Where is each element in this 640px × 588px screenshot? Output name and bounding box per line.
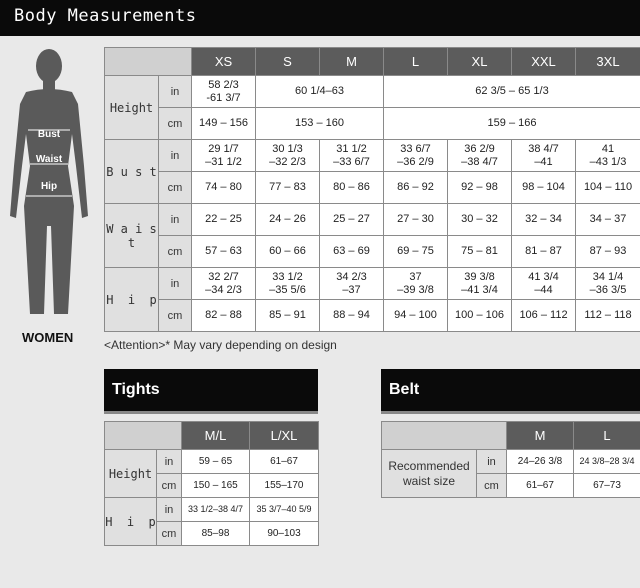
waist-cm-s: 60 – 66 <box>256 236 320 268</box>
waist-cm-row <box>105 236 640 268</box>
hip-cm-xs: 82 – 88 <box>192 300 256 332</box>
hip-cm-l: 94 – 100 <box>384 300 448 332</box>
hip-in-xxl: 41 3/4 –44 <box>512 268 576 300</box>
waist-cm-m: 63 – 69 <box>320 236 384 268</box>
hip-in-xs: 32 2/7 –34 2/3 <box>192 268 256 300</box>
size-header-m: M <box>320 48 384 76</box>
unit-in: in <box>159 204 192 236</box>
tights-height-in-row <box>105 450 319 474</box>
hip-row-label: H i p <box>105 268 159 332</box>
height-in-l-3xl: 62 3/5 – 65 1/3 <box>384 76 640 108</box>
unit-in: in <box>157 498 182 522</box>
hip-in-s: 33 1/2 –35 5/6 <box>256 268 320 300</box>
size-header-3xl: 3XL <box>576 48 640 76</box>
height-row-label: Height <box>105 76 159 140</box>
waist-cm-xl: 75 – 81 <box>448 236 512 268</box>
belt-in-l: 24 3/8–28 3/4 <box>574 450 640 474</box>
tights-hip-cm-lxl: 90–103 <box>250 522 319 546</box>
size-header-xs: XS <box>192 48 256 76</box>
tights-hip-in-lxl: 35 3/7–40 5/9 <box>250 498 319 522</box>
tights-hip-cm-ml: 85–98 <box>182 522 250 546</box>
women-label: WOMEN <box>22 330 74 345</box>
attention-note: <Attention>* May vary depending on design <box>104 338 337 352</box>
bust-cm-row <box>105 172 640 204</box>
hip-cm-3xl: 112 – 118 <box>576 300 640 332</box>
height-cm-s-m: 153 – 160 <box>256 108 384 140</box>
bust-cm-xl: 92 – 98 <box>448 172 512 204</box>
unit-cm: cm <box>159 300 192 332</box>
waist-cm-xs: 57 – 63 <box>192 236 256 268</box>
header-blank-cell <box>382 422 507 450</box>
belt-cm-l: 67–73 <box>574 474 640 498</box>
hip-cm-xl: 100 – 106 <box>448 300 512 332</box>
belt-size-l: L <box>574 422 640 450</box>
belt-in-m: 24–26 3/8 <box>507 450 574 474</box>
bust-cm-3xl: 104 – 110 <box>576 172 640 204</box>
unit-cm: cm <box>159 236 192 268</box>
hip-in-3xl: 34 1/4 –36 3/5 <box>576 268 640 300</box>
belt-cm-m: 61–67 <box>507 474 574 498</box>
bust-label: Bust <box>37 129 61 140</box>
page-title: Body Measurements <box>14 6 197 26</box>
unit-cm: cm <box>159 108 192 140</box>
header-blank-cell <box>105 422 182 450</box>
bust-cm-m: 80 – 86 <box>320 172 384 204</box>
bust-in-3xl: 41 –43 1/3 <box>576 140 640 172</box>
tights-size-ml: M/L <box>182 422 250 450</box>
bust-cm-xs: 74 – 80 <box>192 172 256 204</box>
size-header-row <box>105 48 640 76</box>
unit-in: in <box>159 76 192 108</box>
unit-in: in <box>159 268 192 300</box>
waist-in-l: 27 – 30 <box>384 204 448 236</box>
bust-in-row <box>105 140 640 172</box>
waist-in-xs: 22 – 25 <box>192 204 256 236</box>
tights-height-cm-lxl: 155–170 <box>250 474 319 498</box>
height-cm-xs: 149 – 156 <box>192 108 256 140</box>
hip-in-m: 34 2/3 –37 <box>320 268 384 300</box>
unit-in: in <box>157 450 182 474</box>
bust-in-m: 31 1/2 –33 6/7 <box>320 140 384 172</box>
tights-section-header <box>104 369 318 411</box>
height-cm-row <box>105 108 640 140</box>
unit-cm: cm <box>159 172 192 204</box>
tights-size-lxl: L/XL <box>250 422 319 450</box>
bust-in-s: 30 1/3 –32 2/3 <box>256 140 320 172</box>
belt-title: Belt <box>389 381 420 398</box>
tights-hip-label: H i p <box>105 498 157 546</box>
hip-cm-s: 85 – 91 <box>256 300 320 332</box>
belt-in-row <box>382 450 640 474</box>
waist-cm-3xl: 87 – 93 <box>576 236 640 268</box>
header-blank-cell <box>105 48 192 76</box>
waist-row-label: W a i s t <box>105 204 159 268</box>
waist-cm-l: 69 – 75 <box>384 236 448 268</box>
waist-in-3xl: 34 – 37 <box>576 204 640 236</box>
waist-in-m: 25 – 27 <box>320 204 384 236</box>
belt-size-table <box>381 421 640 498</box>
hip-cm-m: 88 – 94 <box>320 300 384 332</box>
belt-section-header <box>381 369 640 411</box>
belt-size-m: M <box>507 422 574 450</box>
size-header-l: L <box>384 48 448 76</box>
tights-height-label: Height <box>105 450 157 498</box>
bust-cm-s: 77 – 83 <box>256 172 320 204</box>
waist-in-xxl: 32 – 34 <box>512 204 576 236</box>
bust-in-xxl: 38 4/7 –41 <box>512 140 576 172</box>
woman-silhouette-icon <box>8 46 90 316</box>
bust-in-xs: 29 1/7 –31 1/2 <box>192 140 256 172</box>
tights-hip-in-row <box>105 498 319 522</box>
tights-height-in-lxl: 61–67 <box>250 450 319 474</box>
waist-in-s: 24 – 26 <box>256 204 320 236</box>
hip-in-row <box>105 268 640 300</box>
tights-height-cm-ml: 150 – 165 <box>182 474 250 498</box>
tights-title: Tights <box>112 381 160 398</box>
bust-row-label: B u s t <box>105 140 159 204</box>
hip-label: Hip <box>40 181 58 192</box>
waist-cm-xxl: 81 – 87 <box>512 236 576 268</box>
tights-header-row <box>105 422 319 450</box>
waist-label: Waist <box>35 154 63 165</box>
size-header-xxl: XXL <box>512 48 576 76</box>
bust-cm-l: 86 – 92 <box>384 172 448 204</box>
unit-in: in <box>477 450 507 474</box>
size-header-xl: XL <box>448 48 512 76</box>
size-header-s: S <box>256 48 320 76</box>
waist-in-xl: 30 – 32 <box>448 204 512 236</box>
hip-in-l: 37 –39 3/8 <box>384 268 448 300</box>
height-in-row <box>105 76 640 108</box>
height-in-s-m: 60 1/4–63 <box>256 76 384 108</box>
hip-cm-row <box>105 300 640 332</box>
unit-cm: cm <box>157 522 182 546</box>
belt-recommended-waist-label: Recommended waist size <box>382 450 477 498</box>
height-cm-l-3xl: 159 – 166 <box>384 108 640 140</box>
belt-header-row <box>382 422 640 450</box>
bust-in-xl: 36 2/9 –38 4/7 <box>448 140 512 172</box>
hip-cm-xxl: 106 – 112 <box>512 300 576 332</box>
bust-in-l: 33 6/7 –36 2/9 <box>384 140 448 172</box>
tights-size-table <box>104 421 319 546</box>
unit-cm: cm <box>157 474 182 498</box>
height-in-xs: 58 2/3 -61 3/7 <box>192 76 256 108</box>
tights-hip-in-ml: 33 1/2–38 4/7 <box>182 498 250 522</box>
header-bar <box>0 0 640 36</box>
body-measurements-table <box>104 47 640 332</box>
tights-height-in-ml: 59 – 65 <box>182 450 250 474</box>
unit-cm: cm <box>477 474 507 498</box>
hip-in-xl: 39 3/8 –41 3/4 <box>448 268 512 300</box>
waist-in-row <box>105 204 640 236</box>
bust-cm-xxl: 98 – 104 <box>512 172 576 204</box>
unit-in: in <box>159 140 192 172</box>
